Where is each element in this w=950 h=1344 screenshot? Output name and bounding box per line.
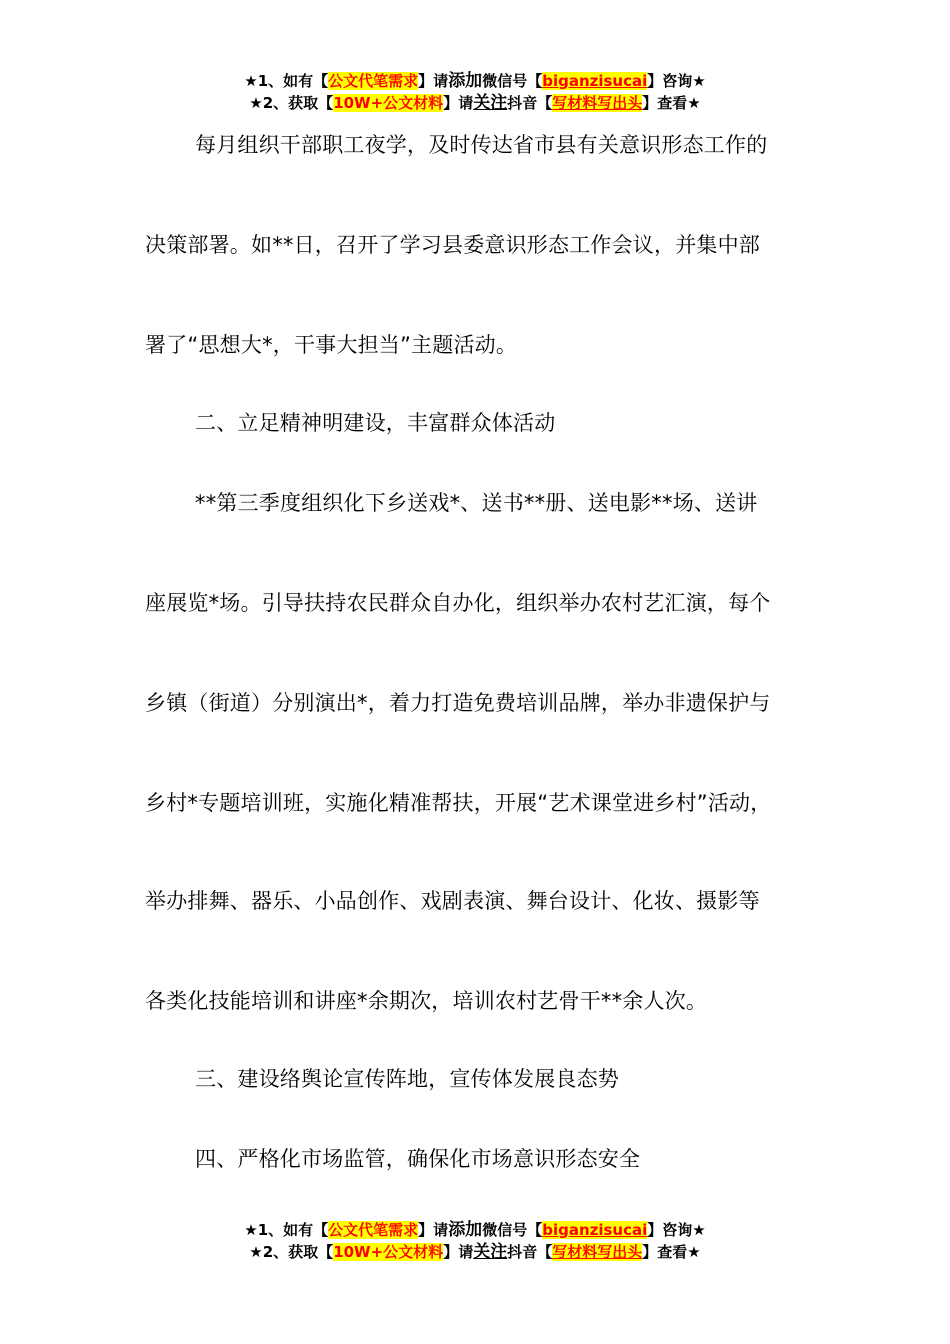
paragraph-line: **第三季度组织化下乡送戏*、送书**册、送电影**场、送讲 <box>195 491 758 515</box>
banner-highlight: 公文代笔需求 <box>328 72 419 90</box>
banner-emphasis: 关注 <box>473 93 508 113</box>
banner-text: ★1、如有【 <box>244 1221 329 1239</box>
paragraph-line: 举办排舞、器乐、小品创作、戏剧表演、舞台设计、化妆、摄影等 <box>145 889 760 913</box>
banner-line-1 <box>0 70 950 92</box>
banner-emphasis: 关注 <box>473 1242 508 1262</box>
banner-wechat-id: biganzisucai <box>542 72 648 90</box>
paragraph-line: 座展览*场。引导扶持农民群众自办化，组织举办农村艺汇演，每个 <box>145 591 771 615</box>
paragraph-line: 各类化技能培训和讲座*余期次，培训农村艺骨干**余人次。 <box>145 989 708 1013</box>
banner-wechat-id: biganzisucai <box>542 1221 648 1239</box>
banner-highlight: 10W+公文材料 <box>333 94 444 112</box>
banner-text: 微信号【 <box>482 72 543 90</box>
paragraph-line: 乡镇（街道）分别演出*，着力打造免费培训品牌，举办非遗保护与 <box>145 691 771 715</box>
banner-text: ★1、如有【 <box>244 72 329 90</box>
banner-line-1 <box>0 1219 950 1241</box>
banner-highlight: 公文代笔需求 <box>328 1221 419 1239</box>
banner-text: 】请 <box>443 1243 474 1261</box>
banner-line-2 <box>0 92 950 114</box>
banner-douyin-id: 写材料写出头 <box>552 94 643 112</box>
section-heading-2: 二、立足精神明建设，丰富群众体活动 <box>195 411 556 435</box>
banner-text: 抖音【 <box>507 1243 553 1261</box>
banner-highlight: 10W+公文材料 <box>333 1243 444 1261</box>
section-heading-4: 四、严格化市场监管，确保化市场意识形态安全 <box>195 1147 641 1171</box>
banner-emphasis: 添加 <box>448 1220 483 1240</box>
banner-text: 】请 <box>443 94 474 112</box>
banner-text: ★2、获取【 <box>249 94 334 112</box>
banner-text: 抖音【 <box>507 94 553 112</box>
banner-text: 微信号【 <box>482 1221 543 1239</box>
paragraph-line: 乡村*专题培训班，实施化精准帮扶，开展“艺术课堂进乡村”活动， <box>145 791 772 815</box>
banner-text: 】请 <box>418 72 449 90</box>
banner-text: 】请 <box>418 1221 449 1239</box>
banner-douyin-id: 写材料写出头 <box>552 1243 643 1261</box>
banner-emphasis: 添加 <box>448 71 483 91</box>
banner-text: 】查看★ <box>642 1243 701 1261</box>
paragraph-line: 每月组织干部职工夜学，及时传达省市县有关意识形态工作的 <box>195 133 768 157</box>
banner-text: 】咨询★ <box>647 72 706 90</box>
banner-line-2 <box>0 1241 950 1263</box>
section-heading-3: 三、建设络舆论宣传阵地，宣传体发展良态势 <box>195 1067 619 1091</box>
banner-text: 】查看★ <box>642 94 701 112</box>
paragraph-line: 决策部署。如**日，召开了学习县委意识形态工作会议，并集中部 <box>145 233 760 257</box>
paragraph-line: 署了“思想大*，干事大担当”主题活动。 <box>145 333 518 357</box>
banner-text: 】咨询★ <box>647 1221 706 1239</box>
header-banner <box>0 70 950 114</box>
footer-banner <box>0 1219 950 1263</box>
banner-text: ★2、获取【 <box>249 1243 334 1261</box>
